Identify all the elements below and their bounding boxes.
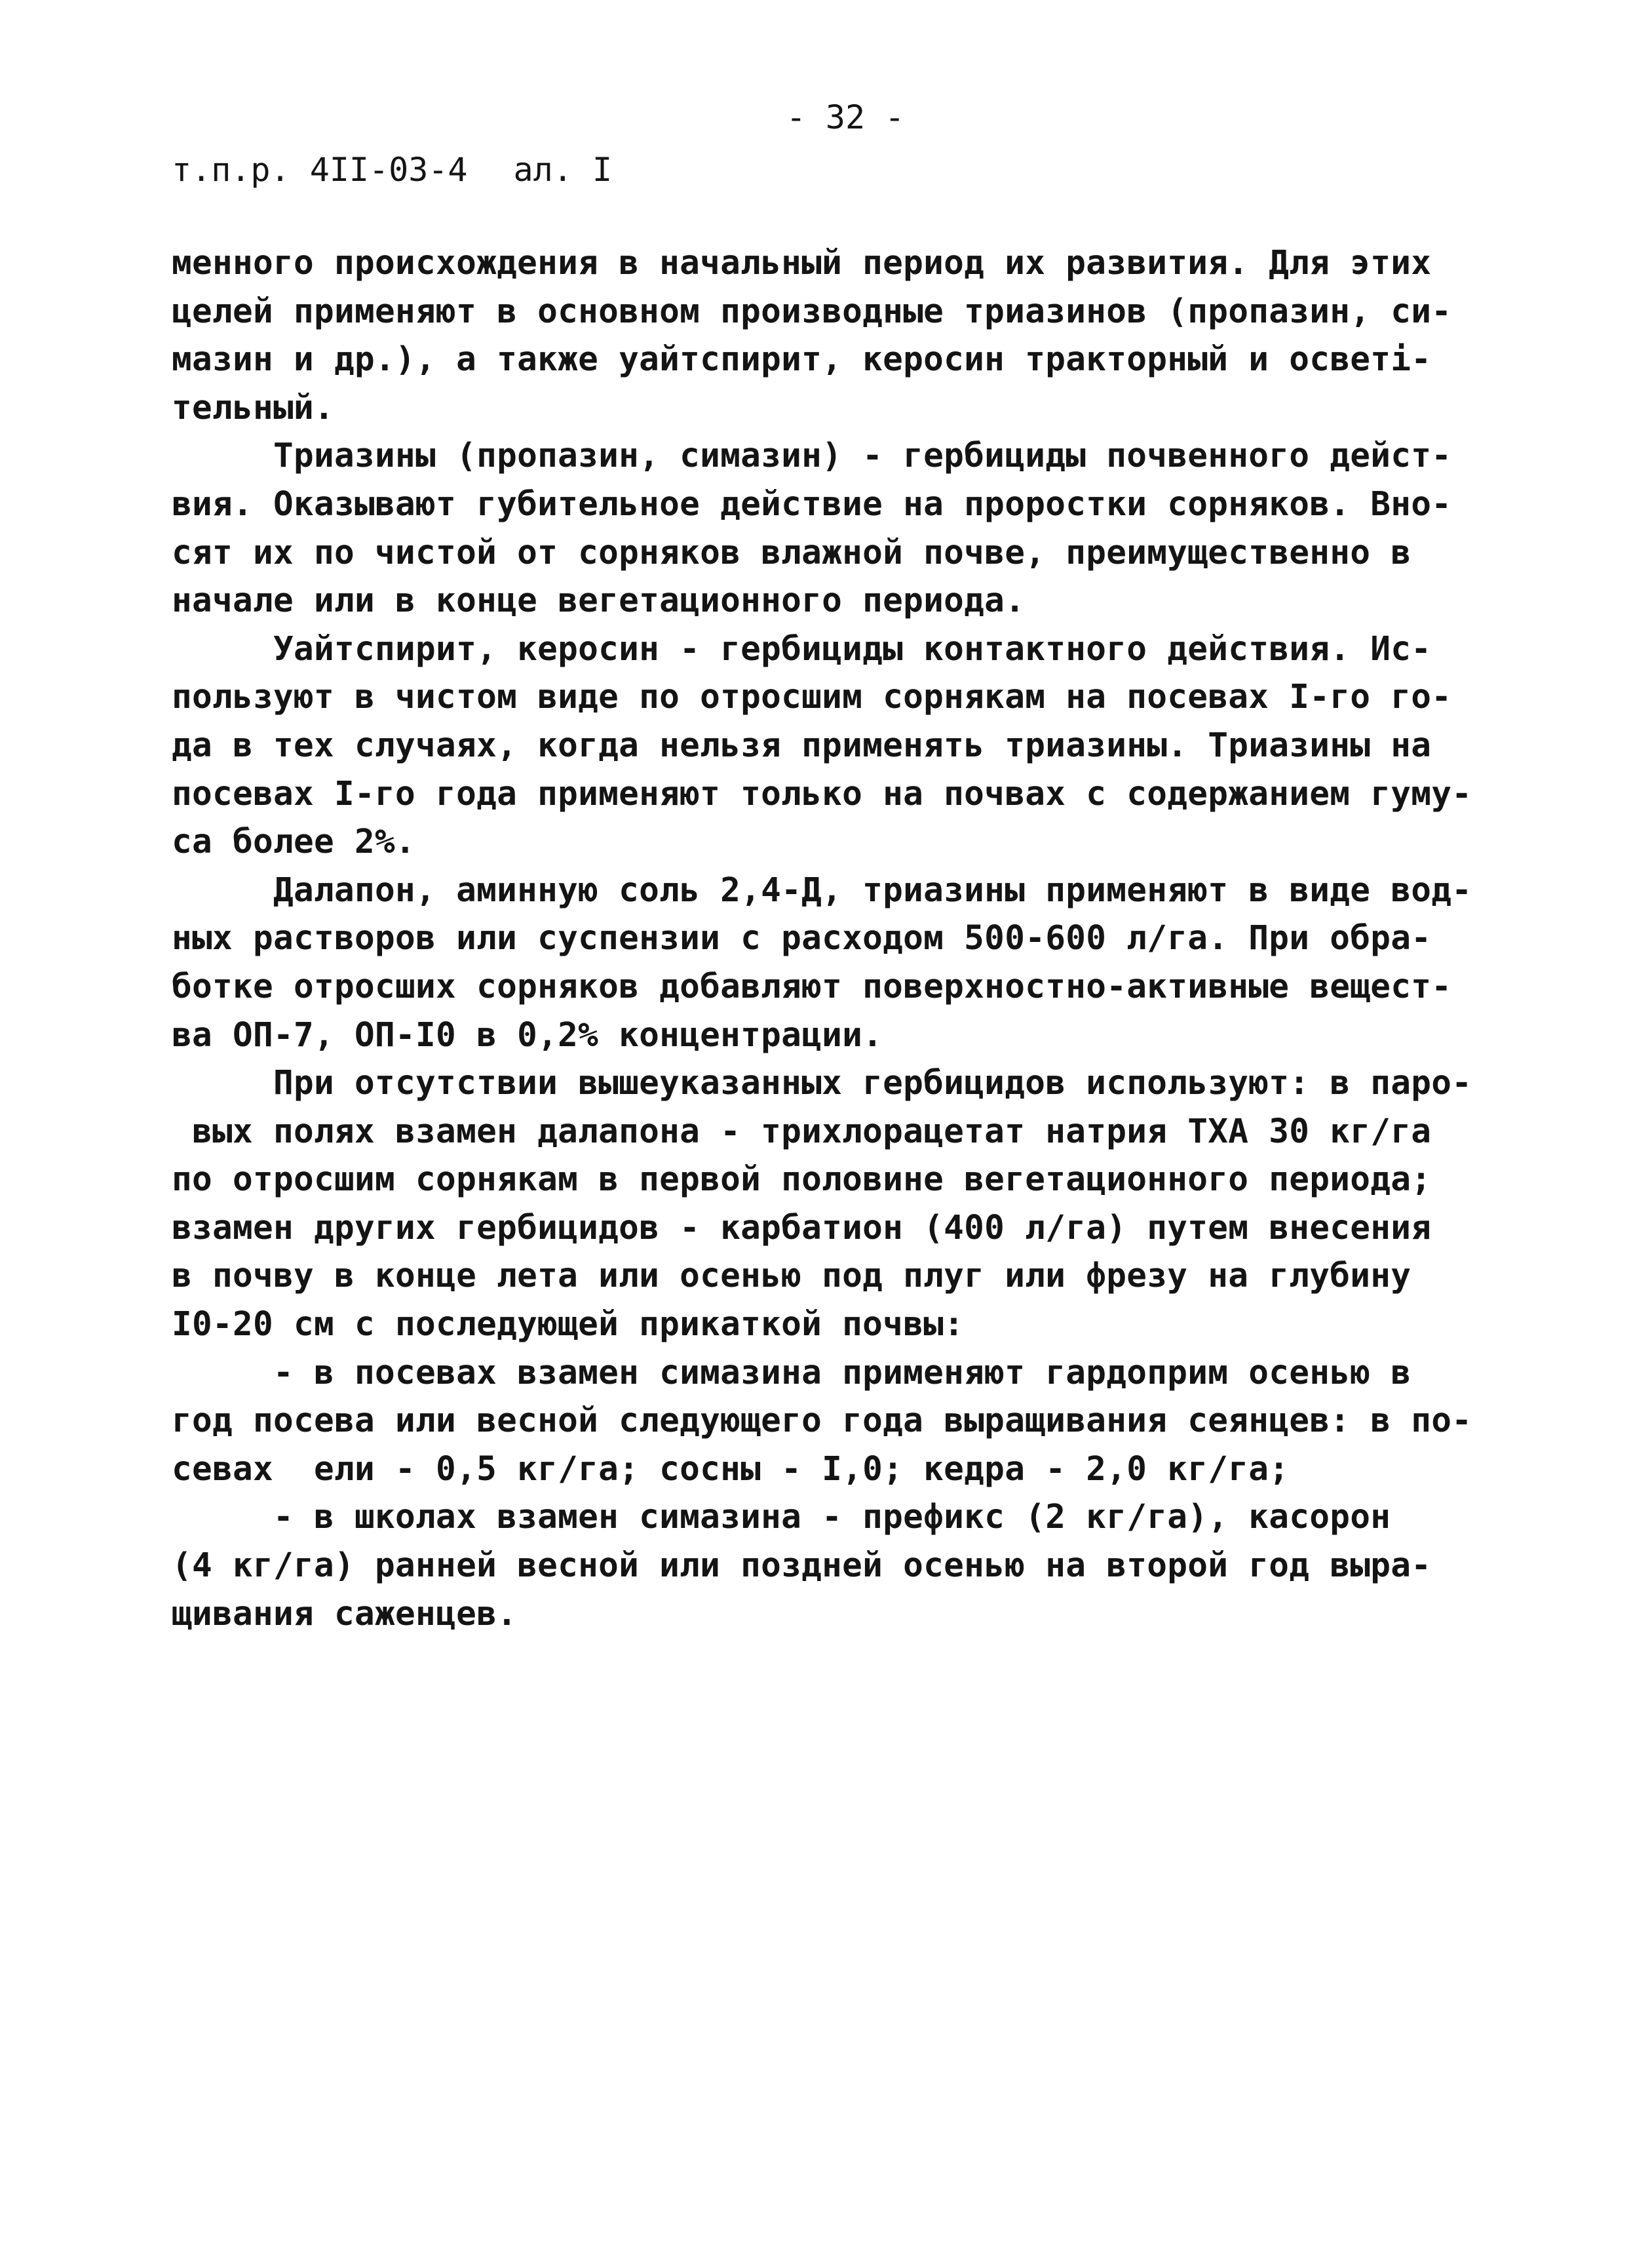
- text-line: - в посевах взамен симазина применяют гардоприм осенью в: [172, 1353, 1412, 1392]
- text-line: ботке отросших сорняков добавляют поверхностно-активные вещест-: [172, 967, 1452, 1006]
- text-line: целей применяют в основном производные триазинов (пропазин, си-: [172, 292, 1452, 331]
- text-line: Далапон, аминную соль 2,4-Д, триазины применяют в виде вод-: [172, 870, 1472, 910]
- text-line: по отросшим сорнякам в первой половине вегетационного периода;: [172, 1160, 1432, 1200]
- text-line: сят их по чистой от сорняков влажной почве, преимущественно в: [172, 533, 1412, 572]
- text-line: I0-20 см с последующей прикаткой почвы:: [172, 1305, 965, 1344]
- text-line: ных растворов или суспензии с расходом 500-600 л/га. При обра-: [172, 919, 1432, 958]
- text-line: взамен других гербицидов - карбатион (400 л/га) путем внесения: [172, 1208, 1432, 1247]
- document-code: т.п.р. 4II-03-4: [172, 151, 468, 189]
- sheet-number: ал. I: [513, 151, 613, 189]
- text-line: в почву в конце лета или осенью под плуг или фрезу на глубину: [172, 1257, 1412, 1296]
- text-line: са более 2%.: [172, 823, 416, 862]
- text-line: год посева или весной следующего года выращивания сеянцев: в по-: [172, 1401, 1472, 1441]
- text-line: да в тех случаях, когда нельзя применять триазины. Триазины на: [172, 726, 1432, 765]
- text-line: вых полях взамен далапона - трихлорацетат натрия ТХА 30 кг/га: [172, 1112, 1432, 1151]
- text-line: Триазины (пропазин, симазин) - гербициды почвенного дейст-: [172, 437, 1452, 476]
- document-reference: [172, 151, 612, 189]
- text-line: мазин и др.), а также уайтспирит, керосин тракторный и осветі-: [172, 340, 1432, 380]
- text-line: вия. Оказывают губительное действие на проростки сорняков. Вно-: [172, 484, 1452, 524]
- text-line: - в школах взамен симазина - префикс (2 кг/га), касорон: [172, 1498, 1391, 1537]
- text-line: ва ОП-7, ОП-I0 в 0,2% концентрации.: [172, 1015, 883, 1055]
- text-line: пользуют в чистом виде по отросшим сорнякам на посевах I-го го-: [172, 678, 1452, 717]
- text-line: посевах I-го года применяют только на почвах с содержанием гуму-: [172, 774, 1472, 813]
- text-line: севах ели - 0,5 кг/га; сосны - I,0; кедра - 2,0 кг/га;: [172, 1449, 1290, 1489]
- text-line: (4 кг/га) ранней весной или поздней осенью на второй год выра-: [172, 1546, 1432, 1586]
- text-line: начале или в конце вегетационного периода.: [172, 581, 1026, 621]
- text-line: тельный.: [172, 388, 335, 427]
- text-line: менного происхождения в начальный период их развития. Для этих: [172, 244, 1432, 283]
- page-number: - 32 -: [786, 98, 905, 136]
- text-line: Уайтспирит, керосин - гербициды контактного действия. Ис-: [172, 629, 1432, 669]
- body-text: [172, 239, 1482, 1638]
- text-line: щивания саженцев.: [172, 1594, 518, 1633]
- text-line: При отсутствии вышеуказанных гербицидов используют: в паро-: [172, 1064, 1472, 1103]
